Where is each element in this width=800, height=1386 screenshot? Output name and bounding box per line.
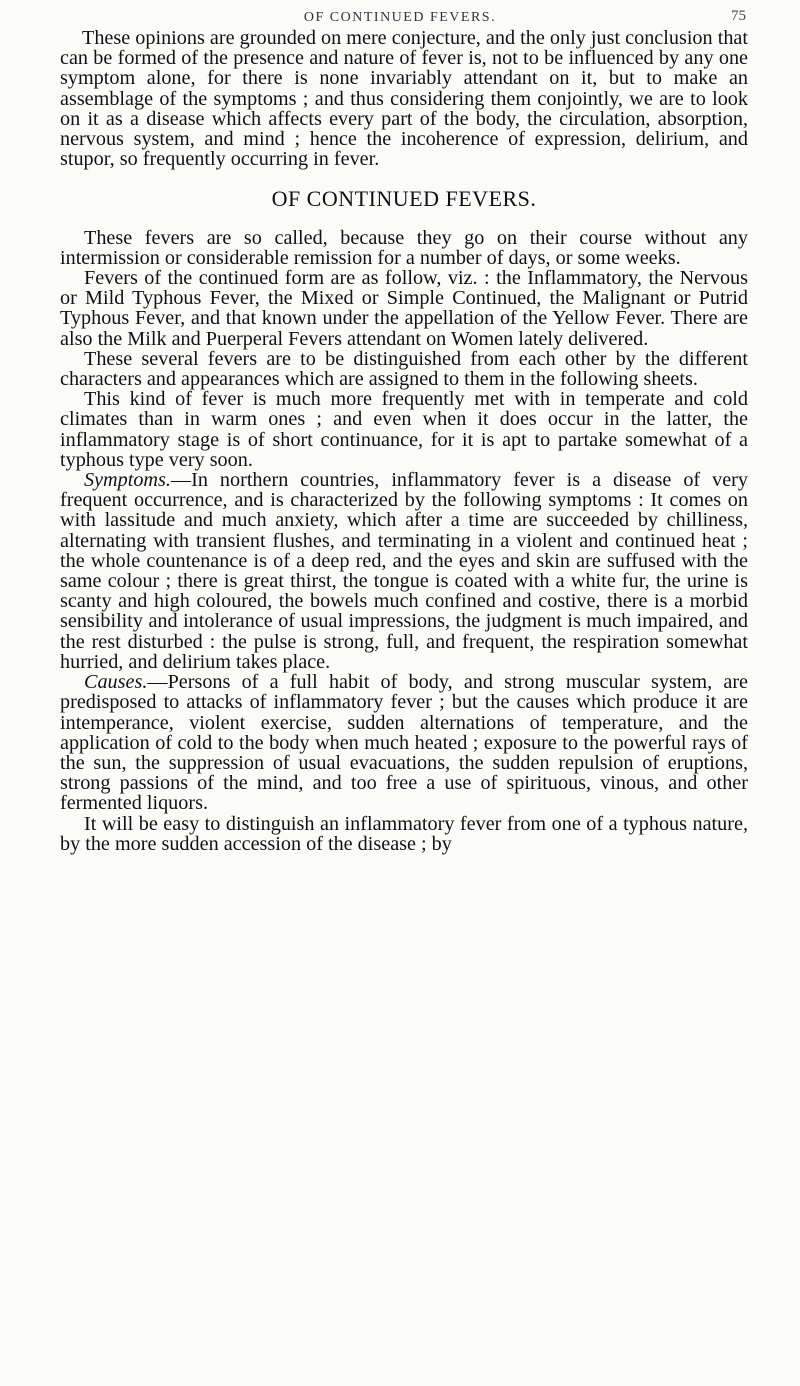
paragraph-forms: Fevers of the continued form are as follow, viz. : the Inflammatory, the Nervous or Mild Typhous Fever, the Mixed or Simple Continued, the Malignant or Putrid Typhous Fever, and that known under the appellation of the Yellow Fever. There are also the Milk and Puerperal Fevers attendant on Women lately delivered. [60,267,748,350]
paragraph-distinguished: These several fevers are to be distinguished from each other by the different characters and appearances which are assigned to them in the following sheets. [60,347,748,391]
symptoms-text: —In northern countries, inflammatory fever is a disease of very frequent occurrence, and is characterized by the following symptoms : It comes on with lassitude and much anxiety, which after a time are succeeded by chilliness, alternating with transient flushes, and terminating in a violent and continued heat ; the whole countenance is of a deep red, and the eyes and skin are suffused with the same colour ; there is great thirst, the tongue is coated with a white fur, the urine is scanty and high coloured, the bowels much confined and costive, there is a morbid sensibility and intolerance of usual impressions, the judgment is much impaired, and the rest disturbed : the pulse is strong, full, and frequent, the respiration somewhat hurried, and delirium takes place. [60,469,748,673]
causes-text: —Persons of a full habit of body, and strong muscular system, are predisposed to attacks of inflammatory fever ; but the causes which produce it are intemperance, violent exercise, sudden alternations of temperature, and the application of cold to the body when much heated ; exposure to the powerful rays of the sun, the suppression of usual evacuations, the sudden repulsion of eruptions, strong passions of the mind, and too free a use of spirituous, vinous, and other fermented liquors. [60,671,748,815]
paragraph-closing: It will be easy to distinguish an inflammatory fever from one of a typhous nature, by the more sudden accession of the disease ; by [60,812,748,855]
paragraph-climates: This kind of fever is much more frequently met with in temperate and cold climates than in warm ones ; and even when it does occur in the latter, the inflammatory stage is of short continuance, for it is apt to partake somewhat of a typhous type very soon. [60,388,748,471]
paragraph-symptoms [60,470,748,672]
paragraph-causes [60,672,748,813]
paragraph-definition: These fevers are so called, because they go on their course without any intermission or considerable remission for a number of days, or some weeks. [60,226,748,269]
page-number: 75 [731,8,746,24]
intro-paragraph: These opinions are grounded on mere conjecture, and the only just conclusion that can be formed of the presence and nature of fever is, not to be influenced by any one symptom alone, for there is none invariably attendant on it, but to make an assemblage of the symptoms ; and thus considering them conjointly, we are to look on it as a disease which affects every part of the body, the circulation, absorption, nervous system, and mind ; hence the incoherence of expression, delirium, and stupor, so frequently occurring in fever. [60,27,748,171]
symptoms-lead: Symptoms. [84,469,171,492]
causes-lead: Causes. [84,671,148,694]
page-body [60,28,748,854]
running-head: OF CONTINUED FEVERS. [303,10,497,25]
section-title: OF CONTINUED FEVERS. [271,186,537,212]
